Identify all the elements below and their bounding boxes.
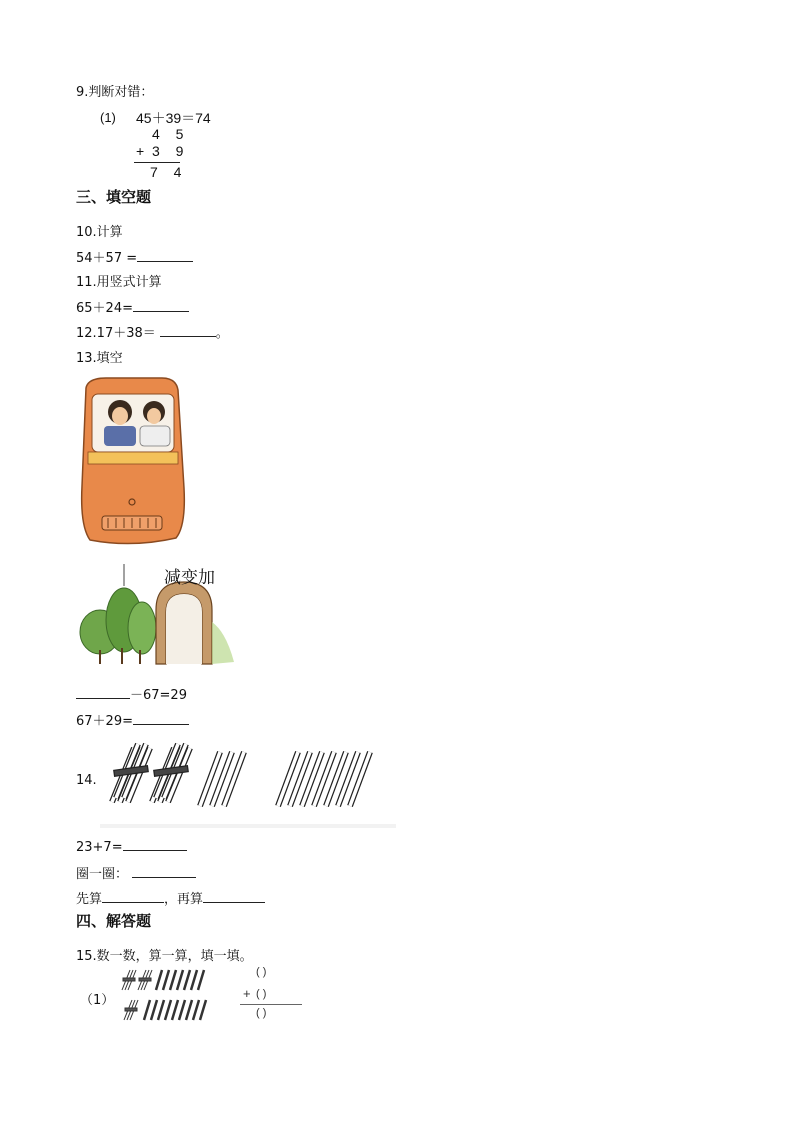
q15-paren-2[interactable]: ( ) [256, 988, 267, 1000]
q9-vertical-top: 4 5 [152, 126, 190, 142]
q14-answer-blank[interactable] [123, 838, 187, 851]
q14-line1 [76, 838, 187, 855]
q10-answer-blank[interactable] [137, 249, 193, 262]
q14-line3 [76, 888, 265, 907]
q9-vertical-result: 7 4 [150, 164, 188, 180]
q10-expr: 54＋57 = [76, 251, 138, 266]
q11-answer-blank[interactable] [133, 299, 189, 312]
q9-equation: 45＋39＝74 [136, 110, 211, 126]
q11-line [76, 297, 189, 316]
q14-expr: 23+7= [76, 840, 123, 855]
q11-expr: 65＋24= [76, 301, 133, 316]
q9-title: 9.判断对错： [76, 85, 154, 100]
q13-minuend-blank[interactable] [76, 686, 130, 699]
q12-answer-blank[interactable] [160, 324, 216, 337]
q15-part-label: （1） [80, 993, 115, 1008]
car-illustration [76, 376, 188, 548]
q14-circle-blank[interactable] [132, 865, 196, 878]
q9-vertical-op: + [136, 143, 145, 159]
q15-plus: + [243, 986, 251, 1001]
q11-title: 11.用竖式计算 [76, 275, 162, 290]
q10-line [76, 247, 193, 266]
section4-title: 四、解答题 [76, 912, 152, 930]
q12-line [76, 322, 229, 341]
q15-sum-rule [240, 1004, 302, 1005]
q9-vertical-rule [134, 162, 180, 163]
q15-sticks [118, 966, 218, 1026]
q14-circle-label: 圈一圈： [76, 867, 129, 882]
q14-first-label: 先算 [76, 892, 103, 907]
q15-title: 15.数一数，算一算，填一填。 [76, 949, 253, 964]
q12-suffix: 。 [215, 326, 229, 341]
q10-title: 10.计算 [76, 225, 123, 240]
q13-line2-expr: 67＋29= [76, 714, 133, 729]
q14-line2 [76, 863, 196, 882]
section3-title: 三、填空题 [76, 188, 152, 206]
q13-line1 [76, 684, 187, 703]
q13-line2-answer-blank[interactable] [133, 712, 189, 725]
sticks-illustration [100, 740, 396, 830]
q13-line2 [76, 710, 189, 729]
q12-prefix: 12.17＋38＝ [76, 326, 156, 341]
q13-line1-suffix: －67=29 [130, 688, 187, 703]
q9-vertical-bottom: 3 9 [152, 143, 190, 159]
arch-text: 减变加 [164, 568, 215, 588]
q13-title: 13.填空 [76, 351, 123, 366]
q14-first-blank[interactable] [102, 890, 164, 903]
q9-part-label: (1) [100, 110, 116, 125]
q14-then-blank[interactable] [203, 890, 265, 903]
q15-paren-3[interactable]: ( ) [256, 1007, 267, 1019]
q15-paren-1[interactable]: ( ) [256, 966, 267, 978]
q14-number: 14. [76, 773, 97, 788]
q14-then-label: ，再算 [164, 892, 204, 907]
